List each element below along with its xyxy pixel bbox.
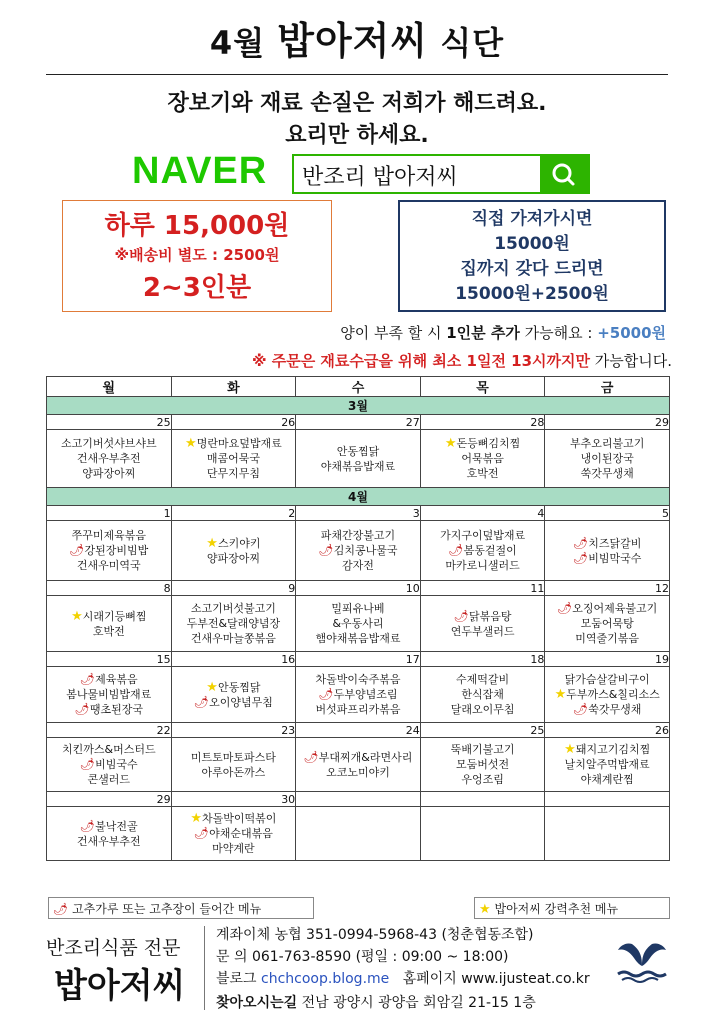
menu-cell xyxy=(545,596,670,652)
menu-cell xyxy=(296,667,421,723)
menu-item: 달래오이무침 xyxy=(450,703,515,716)
menu-cell xyxy=(420,667,545,723)
weekday-header: 월 xyxy=(47,377,172,397)
menu-item: 야채순대볶음 xyxy=(209,827,273,840)
order-deadline-note: ※ 주문은 재료수급을 위해 최소 1일전 13시까지만 가능합니다. xyxy=(251,352,672,370)
menu-item: 명란마요덮밥재료 xyxy=(196,437,282,450)
brand-logo-text: 밥아저씨 xyxy=(54,966,186,1006)
menu-item: 김치콩나물국 xyxy=(333,544,398,557)
menu-cell xyxy=(296,807,421,861)
naver-logo: NAVER xyxy=(132,150,268,192)
legend-chili: 🌶 고추가루 또는 고추장이 들어간 메뉴 xyxy=(48,897,314,919)
date-number: 12 xyxy=(545,581,670,596)
date-number: 2 xyxy=(171,506,296,521)
delivery-fee: ※배송비 별도 : 2500원 xyxy=(114,246,280,264)
weekday-header: 금 xyxy=(545,377,670,397)
menu-item: 두부양념조림 xyxy=(333,688,398,701)
menu-calendar xyxy=(46,376,670,861)
menu-cell xyxy=(420,521,545,581)
chili-icon: 🌶 xyxy=(557,601,573,615)
menu-item: 강된장비빔밥 xyxy=(84,544,149,557)
menu-item: 닭볶음탕 xyxy=(468,609,512,623)
date-number: 17 xyxy=(296,652,421,667)
menu-cell xyxy=(296,521,421,581)
pickup-line-4: 15000원+2500원 xyxy=(455,284,609,304)
menu-cell xyxy=(545,667,670,723)
servings: 2~3인분 xyxy=(142,273,252,303)
menu-item: 건새우미역국 xyxy=(76,559,141,572)
menu-item: 땡초된장국 xyxy=(89,703,143,716)
menu-item: 쭈꾸미제육볶음 xyxy=(71,529,146,542)
menu-item: 감자전 xyxy=(342,559,374,572)
menu-item: 비빔막국수 xyxy=(588,551,642,565)
menu-item: 치즈닭갈비 xyxy=(588,536,642,550)
title-divider xyxy=(46,74,668,75)
chili-icon: 🌶 xyxy=(79,757,96,771)
menu-item: 소고기버섯샤브샤브 xyxy=(60,437,157,450)
date-number xyxy=(420,792,545,807)
date-number: 10 xyxy=(296,581,421,596)
chili-icon: 🌶 xyxy=(318,543,334,557)
pickup-price-box xyxy=(398,200,666,312)
star-icon: ★ xyxy=(206,535,218,551)
menu-cell xyxy=(47,521,172,581)
date-number: 4 xyxy=(420,506,545,521)
date-number: 27 xyxy=(296,415,421,430)
menu-cell xyxy=(171,738,296,792)
whale-tail-icon xyxy=(614,938,670,984)
menu-item: 부대찌개&라면사리 xyxy=(318,750,413,764)
weekday-header: 목 xyxy=(420,377,545,397)
date-number: 16 xyxy=(171,652,296,667)
chili-icon: 🌶 xyxy=(303,749,319,764)
menu-cell xyxy=(171,430,296,488)
date-number: 9 xyxy=(171,581,296,596)
date-number: 26 xyxy=(171,415,296,430)
chili-icon: 🌶 xyxy=(193,826,210,840)
menu-cell xyxy=(47,596,172,652)
date-number: 1 xyxy=(47,506,172,521)
daily-price: 하루 15,000원 xyxy=(104,211,290,241)
search-icon xyxy=(540,156,588,192)
page-title: 4월 밥아저씨 식단 xyxy=(209,19,505,63)
menu-cell xyxy=(420,596,545,652)
menu-item: 건새우부추전 xyxy=(76,834,141,848)
menu-item: 밀푀유나베 xyxy=(331,602,385,615)
star-icon: ★ xyxy=(71,608,83,624)
menu-item: 냉이된장국 xyxy=(580,452,634,465)
menu-cell xyxy=(545,430,670,488)
chili-icon: 🌶 xyxy=(573,550,589,565)
menu-item: 돼지고기김치찜 xyxy=(575,743,651,756)
menu-cell xyxy=(545,807,670,861)
menu-item: 오코노미야키 xyxy=(326,765,390,779)
menu-cell xyxy=(545,738,670,792)
menu-item: 뚝배기불고기 xyxy=(450,743,515,756)
search-query: 반조리 밥아저씨 xyxy=(302,165,458,190)
chili-icon: 🌶 xyxy=(318,687,334,701)
menu-cell xyxy=(171,521,296,581)
menu-item: 야채계란찜 xyxy=(580,773,634,786)
date-number: 18 xyxy=(420,652,545,667)
menu-item: 쑥갓무생채 xyxy=(588,703,642,716)
date-number: 30 xyxy=(171,792,296,807)
menu-item: 봄나물비빔밥재료 xyxy=(66,688,152,701)
footer-divider xyxy=(204,926,205,1010)
menu-item: 닭가슴살갈비구이 xyxy=(564,673,650,686)
menu-cell xyxy=(171,807,296,861)
chili-icon: 🌶 xyxy=(453,608,469,623)
contact-phone: 문 의 061-763-8590 (평일 : 09:00 ~ 18:00) xyxy=(216,949,509,965)
menu-item: 스키야키 xyxy=(217,536,261,550)
menu-item: 햄야채볶음밥재료 xyxy=(315,632,401,645)
menu-item: 안동찜닭 xyxy=(217,680,261,694)
date-number: 25 xyxy=(47,415,172,430)
menu-item: 오징어제육불고기 xyxy=(572,602,658,615)
weekday-header: 화 xyxy=(171,377,296,397)
menu-item: 수제떡갈비 xyxy=(456,673,510,686)
month-band: 3월 xyxy=(47,397,670,415)
search-button[interactable] xyxy=(540,156,588,192)
menu-item: 미트토마토파스타 xyxy=(190,750,276,764)
star-icon: ★ xyxy=(554,687,567,702)
menu-cell xyxy=(545,521,670,581)
menu-item: 오이양념무침 xyxy=(209,695,273,709)
menu-item: &우동사리 xyxy=(332,617,384,630)
menu-item: 제육볶음 xyxy=(95,673,138,686)
chili-icon: 🌶 xyxy=(79,818,96,833)
menu-cell xyxy=(171,596,296,652)
menu-item: 부추오리불고기 xyxy=(569,437,645,450)
menu-item: 아루아돈까스 xyxy=(201,765,266,779)
star-icon: ★ xyxy=(444,436,457,451)
menu-item: 비빔국수 xyxy=(95,758,138,771)
menu-item: 한식잡채 xyxy=(461,688,504,701)
menu-item: 차돌박이떡볶이 xyxy=(202,812,277,825)
month-band: 4월 xyxy=(47,488,670,506)
menu-cell xyxy=(47,807,172,861)
pickup-line-1: 직접 가져가시면 xyxy=(471,209,593,229)
price-box xyxy=(62,200,332,312)
menu-item: 불낙전골 xyxy=(95,819,138,833)
weekday-header: 수 xyxy=(296,377,421,397)
search-box[interactable] xyxy=(292,154,590,194)
menu-item: 단무지무침 xyxy=(206,467,260,480)
extra-serving-note: 양이 부족 할 시 1인분 추가 가능해요 : +5000원 xyxy=(340,324,666,342)
menu-item: 마약계란 xyxy=(212,842,255,855)
menu-item: 쑥갓무생채 xyxy=(580,467,634,480)
date-number xyxy=(545,792,670,807)
chili-icon: 🌶 xyxy=(69,543,85,557)
menu-item: 버섯파프리카볶음 xyxy=(315,703,401,716)
chili-icon: 🌶 xyxy=(193,694,210,709)
date-number: 19 xyxy=(545,652,670,667)
star-icon: ★ xyxy=(185,436,197,451)
date-number: 22 xyxy=(47,723,172,738)
slogan-line-2: 요리만 하세요. xyxy=(285,123,429,148)
chili-icon: 🌶 xyxy=(53,902,69,916)
date-number: 8 xyxy=(47,581,172,596)
menu-cell xyxy=(296,430,421,488)
menu-item: 가지구이덮밥재료 xyxy=(440,529,526,542)
menu-item: 콘샐러드 xyxy=(87,773,131,786)
star-icon: ★ xyxy=(564,742,576,757)
date-number xyxy=(296,792,421,807)
menu-item: 연두부샐러드 xyxy=(450,624,515,638)
menu-item: 봄동겉절이 xyxy=(463,544,517,557)
bank-account: 계좌이체 농협 351-0994-5968-43 (청춘협동조합) xyxy=(216,927,534,943)
address: 찾아오시는길 전남 광양시 광양읍 회암길 21-15 1층 xyxy=(216,995,536,1011)
menu-item: 날치알주먹밥재료 xyxy=(564,758,650,771)
star-icon: ★ xyxy=(479,902,491,917)
homepage-link[interactable]: www.ijusteat.co.kr xyxy=(461,971,590,987)
menu-item: 소고기버섯불고기 xyxy=(190,602,276,615)
web-links: 블로그 chchcoop.blog.me 홈페이지 www.ijusteat.co.kr xyxy=(216,971,590,987)
menu-item: 미역줄기볶음 xyxy=(575,632,640,645)
chili-icon: 🌶 xyxy=(448,543,464,557)
chili-icon: 🌶 xyxy=(79,672,96,686)
menu-item: 모둠버섯전 xyxy=(456,758,510,771)
menu-item: 호박전 xyxy=(466,467,499,480)
menu-cell xyxy=(296,596,421,652)
menu-item: 모둠어묵탕 xyxy=(580,617,634,630)
menu-cell xyxy=(171,667,296,723)
menu-cell xyxy=(47,738,172,792)
menu-item: 야채볶음밥재료 xyxy=(320,459,396,473)
menu-item: 차돌박이숙주볶음 xyxy=(315,673,401,686)
pickup-line-3: 집까지 갖다 드리면 xyxy=(460,259,604,279)
date-number: 29 xyxy=(545,415,670,430)
menu-item: 돈등뼈김치찜 xyxy=(456,437,521,450)
menu-item: 마카로니샐러드 xyxy=(445,559,520,572)
date-number: 3 xyxy=(296,506,421,521)
menu-item: 건새우마늘쫑볶음 xyxy=(190,632,276,645)
menu-cell xyxy=(420,430,545,488)
menu-item: 매콤어묵국 xyxy=(206,452,260,465)
date-number: 5 xyxy=(545,506,670,521)
menu-item: 두부전&달래양념장 xyxy=(186,617,281,630)
date-number: 25 xyxy=(420,723,545,738)
chili-icon: 🌶 xyxy=(573,702,589,716)
menu-item: 양파장아찌 xyxy=(82,467,136,480)
chili-icon: 🌶 xyxy=(74,702,90,716)
date-number: 11 xyxy=(420,581,545,596)
menu-item: 양파장아찌 xyxy=(206,551,260,565)
brand-subtitle: 반조리식품 전문 xyxy=(46,937,181,959)
menu-item: 어묵볶음 xyxy=(461,452,504,465)
menu-item: 시래기등뼈찜 xyxy=(82,609,147,623)
menu-item: 치킨까스&머스터드 xyxy=(62,743,156,756)
star-icon: ★ xyxy=(190,811,203,826)
menu-item: 우엉조림 xyxy=(461,773,504,786)
date-number: 15 xyxy=(47,652,172,667)
menu-item: 파채간장불고기 xyxy=(320,529,396,542)
menu-cell xyxy=(47,430,172,488)
date-number: 23 xyxy=(171,723,296,738)
star-icon: ★ xyxy=(206,679,218,695)
menu-cell xyxy=(420,807,545,861)
menu-cell xyxy=(47,667,172,723)
pickup-line-2: 15000원 xyxy=(494,234,570,254)
menu-item: 호박전 xyxy=(92,624,125,638)
menu-item: 안동찜닭 xyxy=(336,444,380,458)
legend-star: ★ 밥아저씨 강력추천 메뉴 xyxy=(474,897,670,919)
blog-link[interactable]: chchcoop.blog.me xyxy=(261,971,390,987)
date-number: 29 xyxy=(47,792,172,807)
menu-item: 두부까스&칠리소스 xyxy=(566,688,660,701)
date-number: 26 xyxy=(545,723,670,738)
chili-icon: 🌶 xyxy=(573,535,589,550)
slogan-line-1: 장보기와 재료 손질은 저희가 해드려요. xyxy=(167,91,547,116)
date-number: 24 xyxy=(296,723,421,738)
menu-cell xyxy=(296,738,421,792)
date-number: 28 xyxy=(420,415,545,430)
menu-cell xyxy=(420,738,545,792)
menu-item: 건새우부추전 xyxy=(76,452,141,465)
